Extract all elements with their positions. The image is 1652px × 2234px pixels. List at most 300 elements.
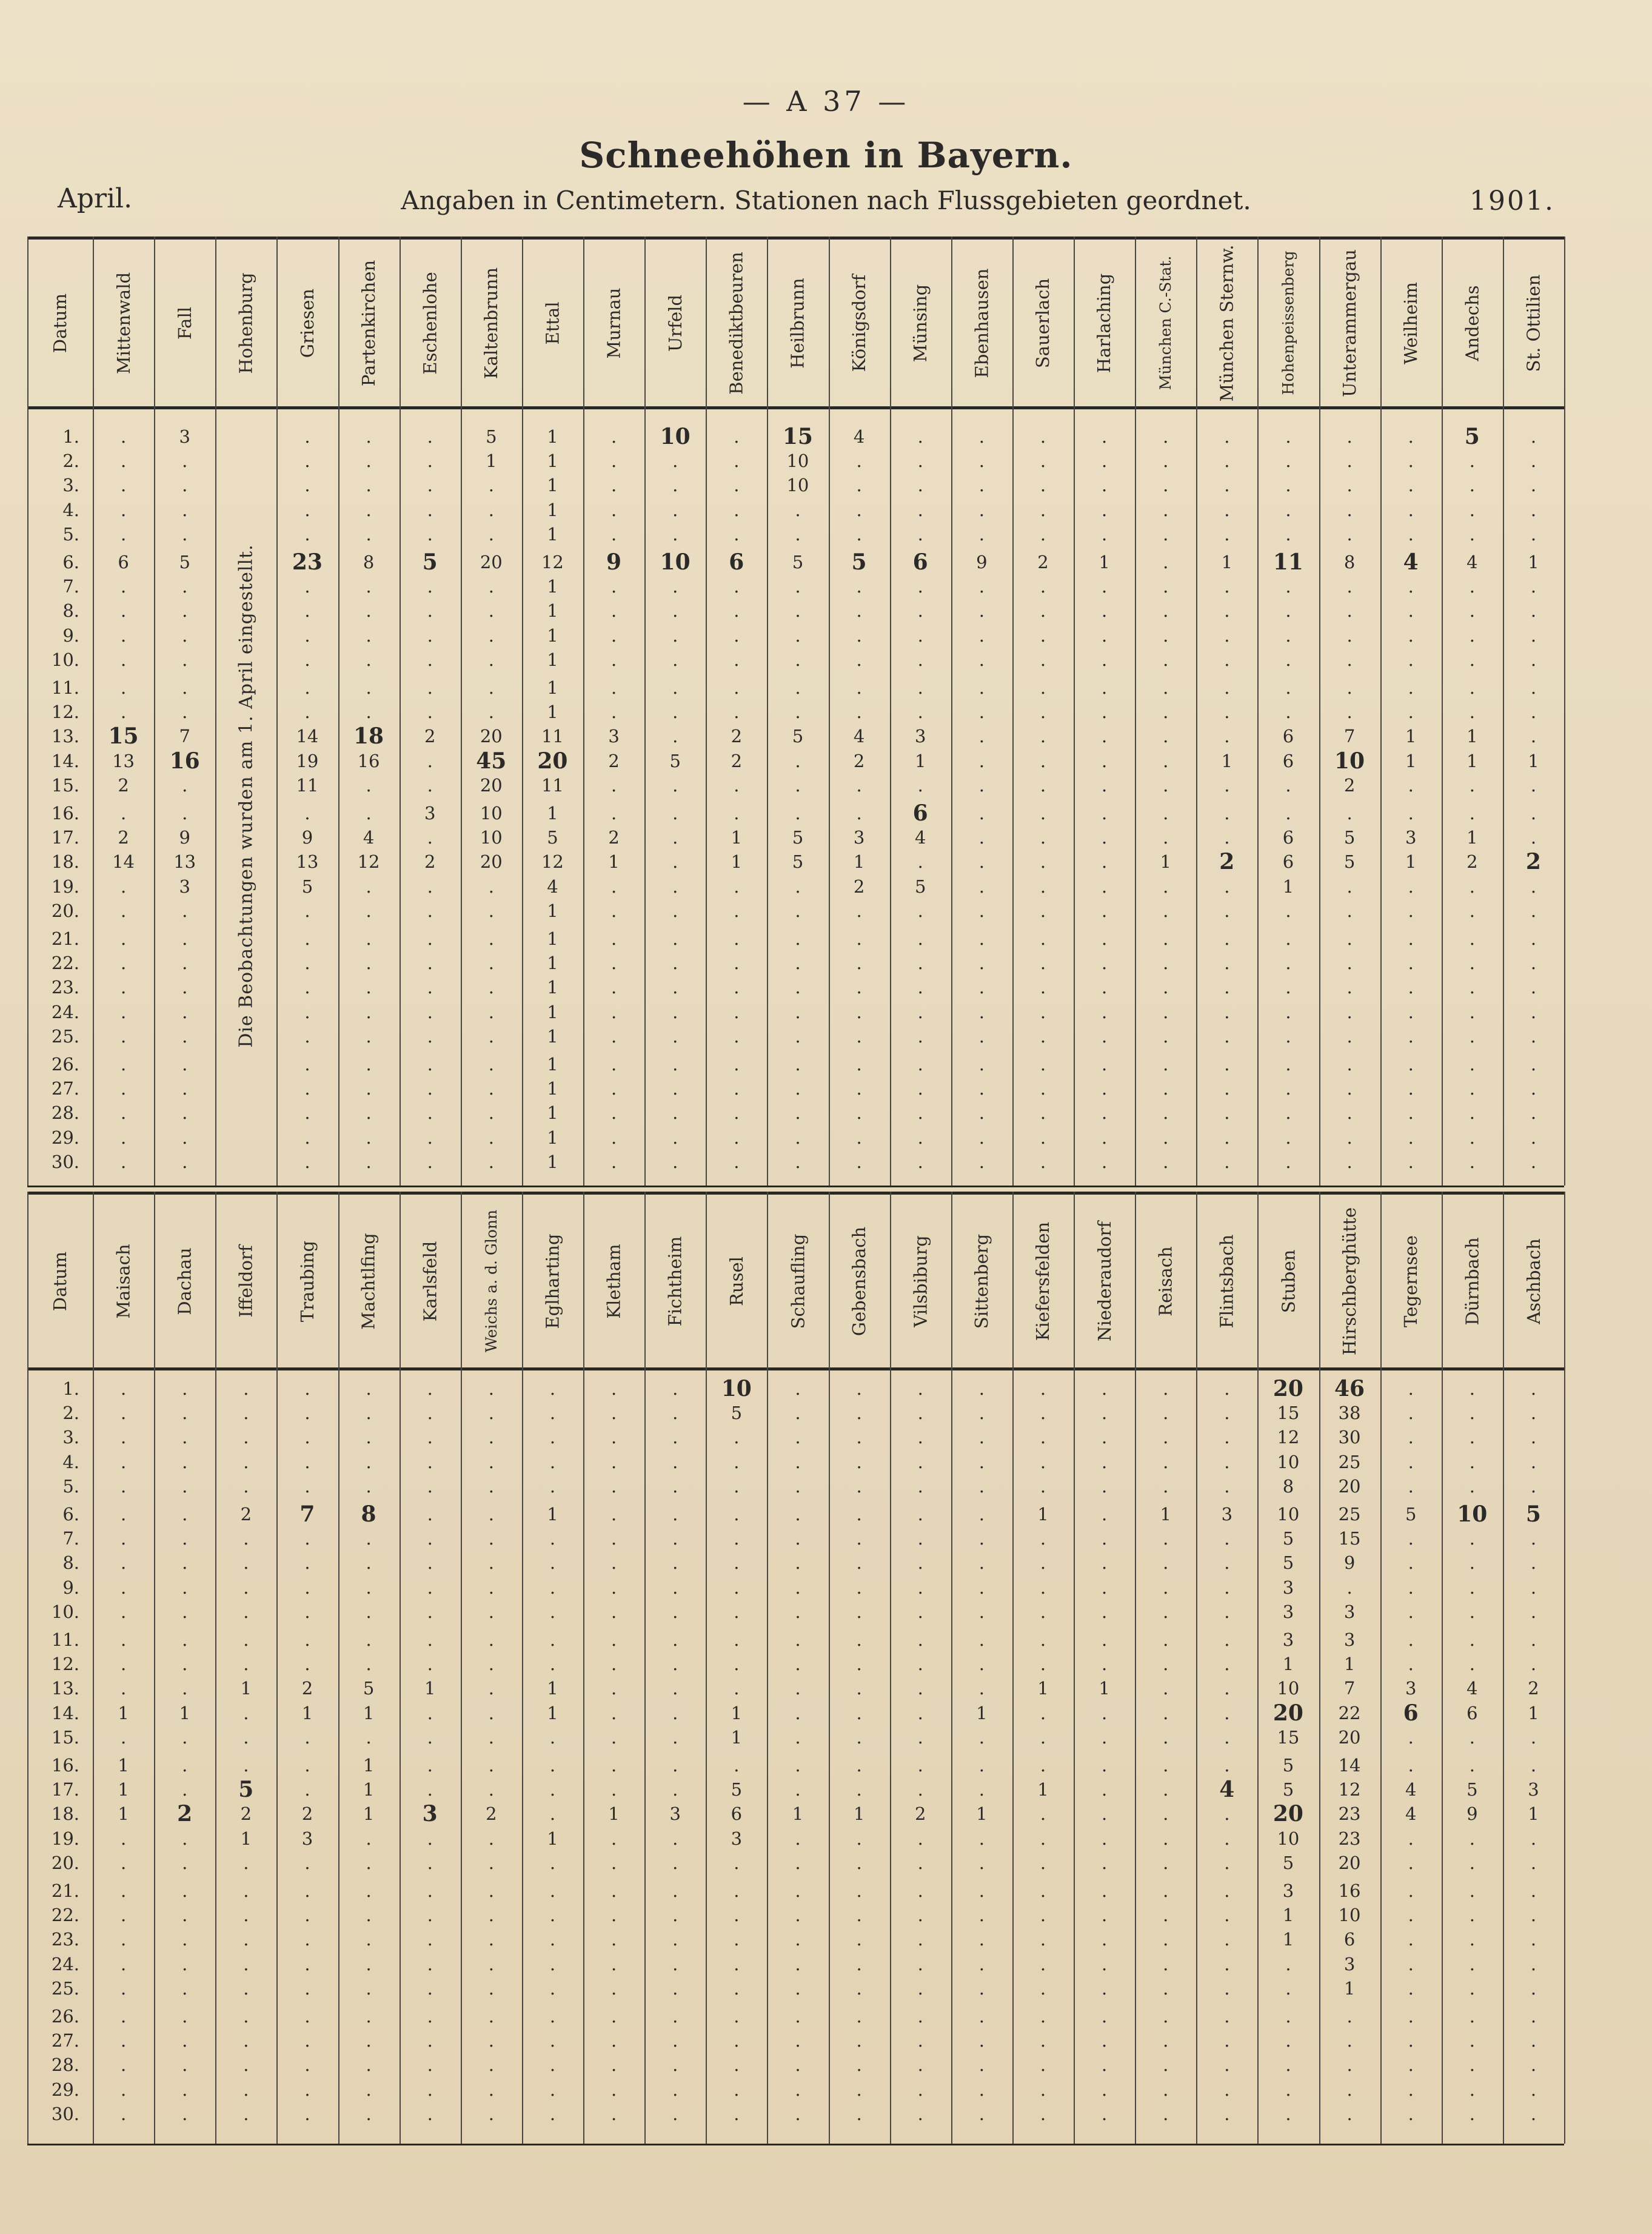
- upper-value-cell: .: [1163, 928, 1169, 949]
- lower-value-cell: .: [243, 1702, 249, 1723]
- upper-value-cell: .: [856, 803, 862, 823]
- lower-value-cell: .: [917, 1378, 923, 1399]
- lower-value-cell: .: [672, 1702, 678, 1723]
- lower-value-cell: .: [1469, 1880, 1475, 1901]
- upper-value-cell: .: [1163, 900, 1169, 921]
- upper-value-cell: .: [1285, 1078, 1291, 1099]
- lower-value-cell: .: [795, 1601, 801, 1622]
- upper-value-cell: .: [610, 426, 617, 447]
- lower-value-cell: .: [488, 1403, 494, 1424]
- lower-value-cell: .: [304, 1475, 310, 1497]
- upper-value-cell: .: [1530, 702, 1537, 723]
- upper-value-cell: .: [1530, 426, 1537, 447]
- upper-value-cell: .: [366, 426, 372, 447]
- lower-value-cell: .: [1285, 2030, 1291, 2051]
- lower-value-cell: .: [243, 1905, 249, 1926]
- lower-value-cell: 6: [1403, 1700, 1419, 1726]
- upper-value-cell: .: [978, 576, 985, 597]
- upper-value-cell: .: [1040, 499, 1046, 520]
- upper-value-cell: .: [1224, 1102, 1230, 1124]
- upper-value-cell: .: [182, 499, 188, 520]
- upper-date-cell: 17.: [51, 827, 79, 848]
- upper-value-cell: .: [120, 803, 127, 823]
- lower-value-cell: .: [304, 1528, 310, 1549]
- lower-date-cell: 9.: [62, 1577, 79, 1598]
- lower-value-cell: .: [1101, 2103, 1108, 2124]
- lower-value-cell: 5: [1282, 1755, 1294, 1776]
- upper-value-cell: .: [1040, 827, 1046, 848]
- lower-value-cell: 15: [1338, 1528, 1361, 1549]
- upper-value-cell: 4: [853, 426, 865, 447]
- upper-value-cell: .: [917, 625, 923, 646]
- lower-value-cell: .: [917, 1552, 923, 1574]
- lower-value-cell: .: [610, 1977, 617, 1999]
- upper-value-cell: .: [917, 928, 923, 949]
- lower-value-cell: .: [1224, 1378, 1230, 1399]
- upper-value-cell: 1: [547, 1001, 558, 1022]
- upper-value-cell: .: [304, 600, 310, 622]
- lower-value-cell: .: [917, 2006, 923, 2027]
- upper-value-cell: .: [917, 499, 923, 520]
- upper-value-cell: .: [734, 475, 740, 496]
- upper-value-cell: .: [978, 900, 985, 921]
- upper-value-cell: 10: [786, 475, 809, 496]
- lower-value-cell: 1: [118, 1702, 129, 1723]
- upper-value-cell: .: [734, 625, 740, 646]
- lower-station-header: [1380, 1195, 1442, 1367]
- upper-value-cell: 2: [118, 827, 129, 848]
- lower-value-cell: .: [182, 2030, 188, 2051]
- lower-value-cell: .: [243, 1475, 249, 1497]
- upper-value-cell: .: [734, 953, 740, 974]
- upper-value-cell: .: [1040, 750, 1046, 771]
- upper-value-cell: 5: [792, 827, 804, 848]
- lower-date-cell: 1.: [62, 1378, 79, 1399]
- upper-value-cell: .: [672, 1025, 678, 1047]
- lower-station-header: [215, 1195, 276, 1367]
- lower-value-cell: .: [856, 1601, 862, 1622]
- lower-station-header: [767, 1195, 828, 1367]
- upper-value-cell: .: [610, 928, 617, 949]
- upper-value-cell: .: [795, 953, 801, 974]
- lower-value-cell: .: [1530, 1755, 1537, 1776]
- upper-value-cell: 16: [169, 748, 200, 774]
- upper-value-cell: .: [1224, 600, 1230, 622]
- lower-value-cell: .: [734, 2030, 740, 2051]
- station-name: Stuben: [1277, 1249, 1299, 1313]
- lower-value-cell: .: [610, 1905, 617, 1926]
- upper-value-cell: .: [182, 475, 188, 496]
- lower-value-cell: .: [182, 1726, 188, 1748]
- upper-value-cell: .: [1163, 702, 1169, 723]
- upper-station-header: [890, 240, 951, 406]
- lower-value-cell: .: [427, 2103, 433, 2124]
- lower-date-cell: 24.: [51, 1953, 79, 1974]
- upper-value-cell: .: [120, 451, 127, 472]
- upper-date-cell: 7.: [62, 576, 79, 597]
- lower-value-cell: .: [1101, 1451, 1108, 1472]
- upper-date-cell: 29.: [51, 1127, 79, 1148]
- lower-value-cell: .: [549, 2103, 556, 2124]
- upper-value-cell: .: [856, 451, 862, 472]
- upper-value-cell: 12: [357, 851, 380, 873]
- lower-value-cell: .: [978, 1552, 985, 1574]
- lower-value-cell: .: [1469, 1953, 1475, 1974]
- lower-value-cell: .: [917, 1755, 923, 1776]
- upper-value-cell: .: [1163, 523, 1169, 545]
- station-name: Schaufling: [787, 1233, 808, 1329]
- lower-value-cell: .: [549, 1654, 556, 1675]
- upper-value-cell: .: [1285, 1127, 1291, 1148]
- lower-value-cell: 1: [1343, 1977, 1356, 1999]
- upper-value-cell: .: [1408, 1151, 1414, 1172]
- lower-value-cell: .: [917, 2079, 923, 2100]
- lower-value-cell: .: [120, 1378, 127, 1399]
- upper-value-cell: 1: [547, 1025, 558, 1047]
- upper-value-cell: 1: [1221, 750, 1233, 771]
- upper-value-cell: .: [182, 1001, 188, 1022]
- lower-station-header: [890, 1195, 951, 1367]
- lower-value-cell: .: [120, 1403, 127, 1424]
- lower-value-cell: .: [366, 1552, 372, 1574]
- upper-value-cell: .: [1530, 876, 1537, 897]
- upper-value-cell: 6: [729, 549, 744, 575]
- upper-value-cell: .: [427, 576, 433, 597]
- upper-value-cell: 10: [1334, 748, 1365, 774]
- lower-value-cell: .: [488, 1852, 494, 1873]
- upper-value-cell: .: [304, 1001, 310, 1022]
- upper-value-cell: .: [304, 1151, 310, 1172]
- upper-value-cell: .: [1408, 803, 1414, 823]
- upper-value-cell: .: [1040, 726, 1046, 747]
- upper-value-cell: 1: [547, 1078, 558, 1099]
- lower-value-cell: .: [366, 1654, 372, 1675]
- upper-value-cell: .: [120, 523, 127, 545]
- upper-value-cell: .: [734, 1151, 740, 1172]
- upper-value-cell: .: [427, 600, 433, 622]
- lower-value-cell: 5: [1282, 1852, 1294, 1873]
- upper-value-cell: .: [427, 827, 433, 848]
- lower-value-cell: 9: [1466, 1803, 1478, 1825]
- lower-value-cell: .: [795, 1629, 801, 1650]
- upper-value-cell: .: [1530, 827, 1537, 848]
- lower-value-cell: .: [1101, 1726, 1108, 1748]
- lower-value-cell: .: [917, 1852, 923, 1873]
- lower-value-cell: .: [182, 1451, 188, 1472]
- upper-value-cell: 14: [112, 851, 135, 873]
- upper-value-cell: .: [366, 774, 372, 796]
- lower-value-cell: 1: [608, 1803, 620, 1825]
- lower-value-cell: .: [734, 1977, 740, 1999]
- lower-value-cell: .: [304, 1953, 310, 1974]
- upper-value-cell: 1: [1405, 851, 1417, 873]
- upper-value-cell: 1: [547, 499, 558, 520]
- upper-value-cell: .: [366, 649, 372, 670]
- lower-value-cell: .: [120, 1905, 127, 1926]
- upper-value-cell: .: [1469, 953, 1475, 974]
- lower-station-header: [951, 1195, 1012, 1367]
- lower-value-cell: 10: [1277, 1828, 1300, 1849]
- lower-value-cell: .: [856, 1852, 862, 1873]
- upper-value-cell: .: [304, 953, 310, 974]
- lower-value-cell: .: [1163, 1953, 1169, 1974]
- upper-station-header: [1380, 240, 1442, 406]
- upper-value-cell: .: [1408, 900, 1414, 921]
- upper-value-cell: 1: [1528, 750, 1539, 771]
- lower-value-cell: .: [672, 1475, 678, 1497]
- upper-value-cell: .: [1530, 625, 1537, 646]
- lower-station-header: [1319, 1195, 1380, 1367]
- upper-value-cell: .: [856, 600, 862, 622]
- lower-value-cell: .: [549, 1403, 556, 1424]
- upper-value-cell: .: [1346, 1001, 1353, 1022]
- lower-value-cell: .: [120, 1828, 127, 1849]
- upper-value-cell: .: [1040, 774, 1046, 796]
- upper-value-cell: 7: [179, 726, 190, 747]
- upper-value-cell: .: [1163, 1151, 1169, 1172]
- lower-value-cell: .: [734, 2079, 740, 2100]
- upper-value-cell: .: [488, 649, 494, 670]
- lower-value-cell: .: [1224, 1654, 1230, 1675]
- lower-value-cell: .: [549, 1852, 556, 1873]
- station-name: Aschbach: [1523, 1238, 1544, 1324]
- upper-value-cell: .: [1101, 750, 1108, 771]
- lower-value-cell: 12: [1277, 1427, 1300, 1448]
- lower-value-cell: .: [978, 1905, 985, 1926]
- lower-value-cell: .: [243, 1629, 249, 1650]
- upper-value-cell: .: [366, 928, 372, 949]
- lower-value-cell: .: [427, 2030, 433, 2051]
- upper-value-cell: .: [182, 625, 188, 646]
- lower-value-cell: .: [427, 1977, 433, 1999]
- lower-date-cell: 25.: [51, 1977, 79, 1999]
- upper-value-cell: .: [978, 750, 985, 771]
- upper-value-cell: .: [917, 953, 923, 974]
- lower-value-cell: .: [1163, 2103, 1169, 2124]
- upper-value-cell: .: [978, 953, 985, 974]
- upper-value-cell: .: [1469, 803, 1475, 823]
- upper-value-cell: .: [488, 1054, 494, 1075]
- station-name: Rusel: [726, 1256, 747, 1306]
- lower-value-cell: .: [1346, 2055, 1353, 2076]
- lower-value-cell: .: [1469, 1403, 1475, 1424]
- lower-value-cell: .: [1408, 1929, 1414, 1950]
- lower-value-cell: .: [856, 2055, 862, 2076]
- upper-value-cell: .: [795, 677, 801, 698]
- upper-value-cell: .: [1469, 625, 1475, 646]
- upper-value-cell: .: [978, 851, 985, 873]
- upper-value-cell: .: [795, 523, 801, 545]
- lower-value-cell: .: [917, 1880, 923, 1901]
- lower-value-cell: .: [1040, 1403, 1046, 1424]
- upper-value-cell: .: [1530, 1127, 1537, 1148]
- upper-value-cell: 12: [541, 552, 564, 572]
- upper-value-cell: .: [1285, 677, 1291, 698]
- upper-value-cell: .: [978, 827, 985, 848]
- upper-value-cell: 2: [608, 750, 620, 771]
- upper-value-cell: .: [1346, 1151, 1353, 1172]
- upper-value-cell: .: [1408, 426, 1414, 447]
- lower-value-cell: .: [427, 1905, 433, 1926]
- lower-value-cell: .: [304, 1378, 310, 1399]
- upper-value-cell: .: [1346, 475, 1353, 496]
- upper-value-cell: .: [610, 803, 617, 823]
- upper-value-cell: 1: [1466, 726, 1478, 747]
- lower-value-cell: .: [1469, 2055, 1475, 2076]
- lower-value-cell: .: [610, 1755, 617, 1776]
- upper-value-cell: .: [672, 576, 678, 597]
- lower-value-cell: .: [488, 1678, 494, 1699]
- upper-value-cell: .: [672, 649, 678, 670]
- lower-value-cell: .: [1101, 2055, 1108, 2076]
- upper-value-cell: .: [1285, 702, 1291, 723]
- upper-value-cell: .: [182, 1025, 188, 1047]
- upper-value-cell: .: [1101, 523, 1108, 545]
- lower-value-cell: .: [734, 1654, 740, 1675]
- upper-value-cell: .: [856, 1127, 862, 1148]
- lower-value-cell: .: [1101, 1852, 1108, 1873]
- upper-value-cell: .: [182, 600, 188, 622]
- lower-value-cell: .: [427, 1427, 433, 1448]
- lower-value-cell: .: [1163, 1577, 1169, 1598]
- lower-station-header: [1074, 1195, 1135, 1367]
- upper-date-cell: 10.: [51, 649, 79, 670]
- upper-value-cell: .: [488, 1001, 494, 1022]
- lower-value-cell: 3: [1282, 1601, 1294, 1622]
- upper-value-cell: .: [427, 876, 433, 897]
- upper-date-cell: 18.: [51, 851, 79, 873]
- lower-value-cell: .: [182, 1601, 188, 1622]
- upper-value-cell: .: [1163, 1102, 1169, 1124]
- upper-value-cell: 5: [486, 426, 497, 447]
- upper-value-cell: 20: [480, 774, 503, 796]
- upper-value-cell: .: [795, 625, 801, 646]
- upper-value-cell: .: [1224, 827, 1230, 848]
- lower-value-cell: .: [610, 2079, 617, 2100]
- upper-value-cell: .: [1469, 649, 1475, 670]
- upper-value-cell: .: [182, 649, 188, 670]
- lower-value-cell: .: [856, 1504, 862, 1525]
- lower-value-cell: .: [243, 2079, 249, 2100]
- lower-value-cell: .: [427, 1577, 433, 1598]
- upper-value-cell: .: [917, 426, 923, 447]
- lower-value-cell: .: [795, 2006, 801, 2027]
- lower-value-cell: .: [243, 1726, 249, 1748]
- lower-value-cell: .: [1040, 1577, 1046, 1598]
- lower-value-cell: .: [488, 1977, 494, 1999]
- lower-value-cell: .: [795, 1852, 801, 1873]
- upper-value-cell: .: [1469, 928, 1475, 949]
- upper-value-cell: .: [1285, 1025, 1291, 1047]
- upper-value-cell: .: [1530, 977, 1537, 998]
- lower-value-cell: .: [672, 2006, 678, 2027]
- lower-value-cell: .: [856, 1451, 862, 1472]
- lower-value-cell: .: [856, 1880, 862, 1901]
- upper-date-cell: 3.: [62, 475, 79, 496]
- upper-value-cell: 1: [731, 851, 743, 873]
- upper-value-cell: .: [610, 625, 617, 646]
- lower-value-cell: .: [120, 1629, 127, 1650]
- lower-value-cell: .: [610, 2103, 617, 2124]
- upper-value-cell: .: [1101, 1127, 1108, 1148]
- station-name: Andechs: [1462, 284, 1483, 361]
- upper-value-cell: 20: [480, 851, 503, 873]
- upper-value-cell: .: [672, 499, 678, 520]
- lower-value-cell: .: [366, 1726, 372, 1748]
- upper-value-cell: .: [610, 953, 617, 974]
- upper-value-cell: 5: [851, 549, 867, 575]
- upper-date-cell: 16.: [51, 803, 79, 823]
- upper-value-cell: 7: [1343, 726, 1356, 747]
- lower-date-cell: 17.: [51, 1779, 79, 1800]
- lower-value-cell: .: [488, 1726, 494, 1748]
- lower-value-cell: .: [366, 1629, 372, 1650]
- lower-value-cell: .: [1469, 1977, 1475, 1999]
- upper-value-cell: .: [978, 803, 985, 823]
- lower-value-cell: .: [366, 1451, 372, 1472]
- upper-value-cell: .: [1408, 451, 1414, 472]
- upper-value-cell: .: [1163, 774, 1169, 796]
- lower-value-cell: .: [304, 2103, 310, 2124]
- lower-value-cell: .: [610, 1828, 617, 1849]
- upper-value-cell: .: [182, 1102, 188, 1124]
- upper-date-cell: 8.: [62, 600, 79, 622]
- upper-value-cell: .: [304, 1102, 310, 1124]
- upper-value-cell: 5: [179, 552, 190, 572]
- upper-date-cell: 26.: [51, 1054, 79, 1075]
- lower-value-cell: .: [1040, 2030, 1046, 2051]
- lower-value-cell: .: [549, 1475, 556, 1497]
- lower-value-cell: .: [734, 1905, 740, 1926]
- lower-value-cell: .: [488, 1552, 494, 1574]
- upper-value-cell: .: [1346, 928, 1353, 949]
- upper-value-cell: 11: [296, 774, 319, 796]
- upper-value-cell: .: [120, 977, 127, 998]
- upper-value-cell: 9: [976, 552, 988, 572]
- lower-station-header: [583, 1195, 644, 1367]
- lower-value-cell: .: [1163, 1601, 1169, 1622]
- lower-value-cell: .: [1101, 1755, 1108, 1776]
- upper-value-cell: .: [610, 900, 617, 921]
- lower-value-cell: .: [549, 1977, 556, 1999]
- upper-value-cell: .: [795, 600, 801, 622]
- upper-value-cell: 4: [853, 726, 865, 747]
- upper-value-cell: .: [610, 576, 617, 597]
- upper-value-cell: 1: [547, 625, 558, 646]
- station-name: Benediktbeuren: [726, 251, 747, 395]
- lower-value-cell: 7: [1343, 1678, 1356, 1699]
- lower-value-cell: .: [1040, 1803, 1046, 1825]
- lower-value-cell: .: [1163, 1929, 1169, 1950]
- lower-value-cell: .: [1530, 2055, 1537, 2076]
- lower-value-cell: .: [1101, 2006, 1108, 2027]
- lower-value-cell: .: [1101, 1702, 1108, 1723]
- lower-value-cell: .: [1040, 1702, 1046, 1723]
- lower-value-cell: .: [978, 2055, 985, 2076]
- lower-value-cell: .: [734, 1451, 740, 1472]
- upper-value-cell: .: [1346, 977, 1353, 998]
- upper-value-cell: .: [610, 1102, 617, 1124]
- upper-value-cell: .: [1224, 1025, 1230, 1047]
- upper-value-cell: 2: [1343, 774, 1356, 796]
- lower-value-cell: .: [549, 1953, 556, 1974]
- lower-value-cell: .: [856, 1403, 862, 1424]
- lower-value-cell: .: [182, 1403, 188, 1424]
- upper-value-cell: .: [366, 1151, 372, 1172]
- lower-value-cell: .: [1101, 1403, 1108, 1424]
- lower-value-cell: .: [304, 1852, 310, 1873]
- lower-value-cell: .: [182, 1378, 188, 1399]
